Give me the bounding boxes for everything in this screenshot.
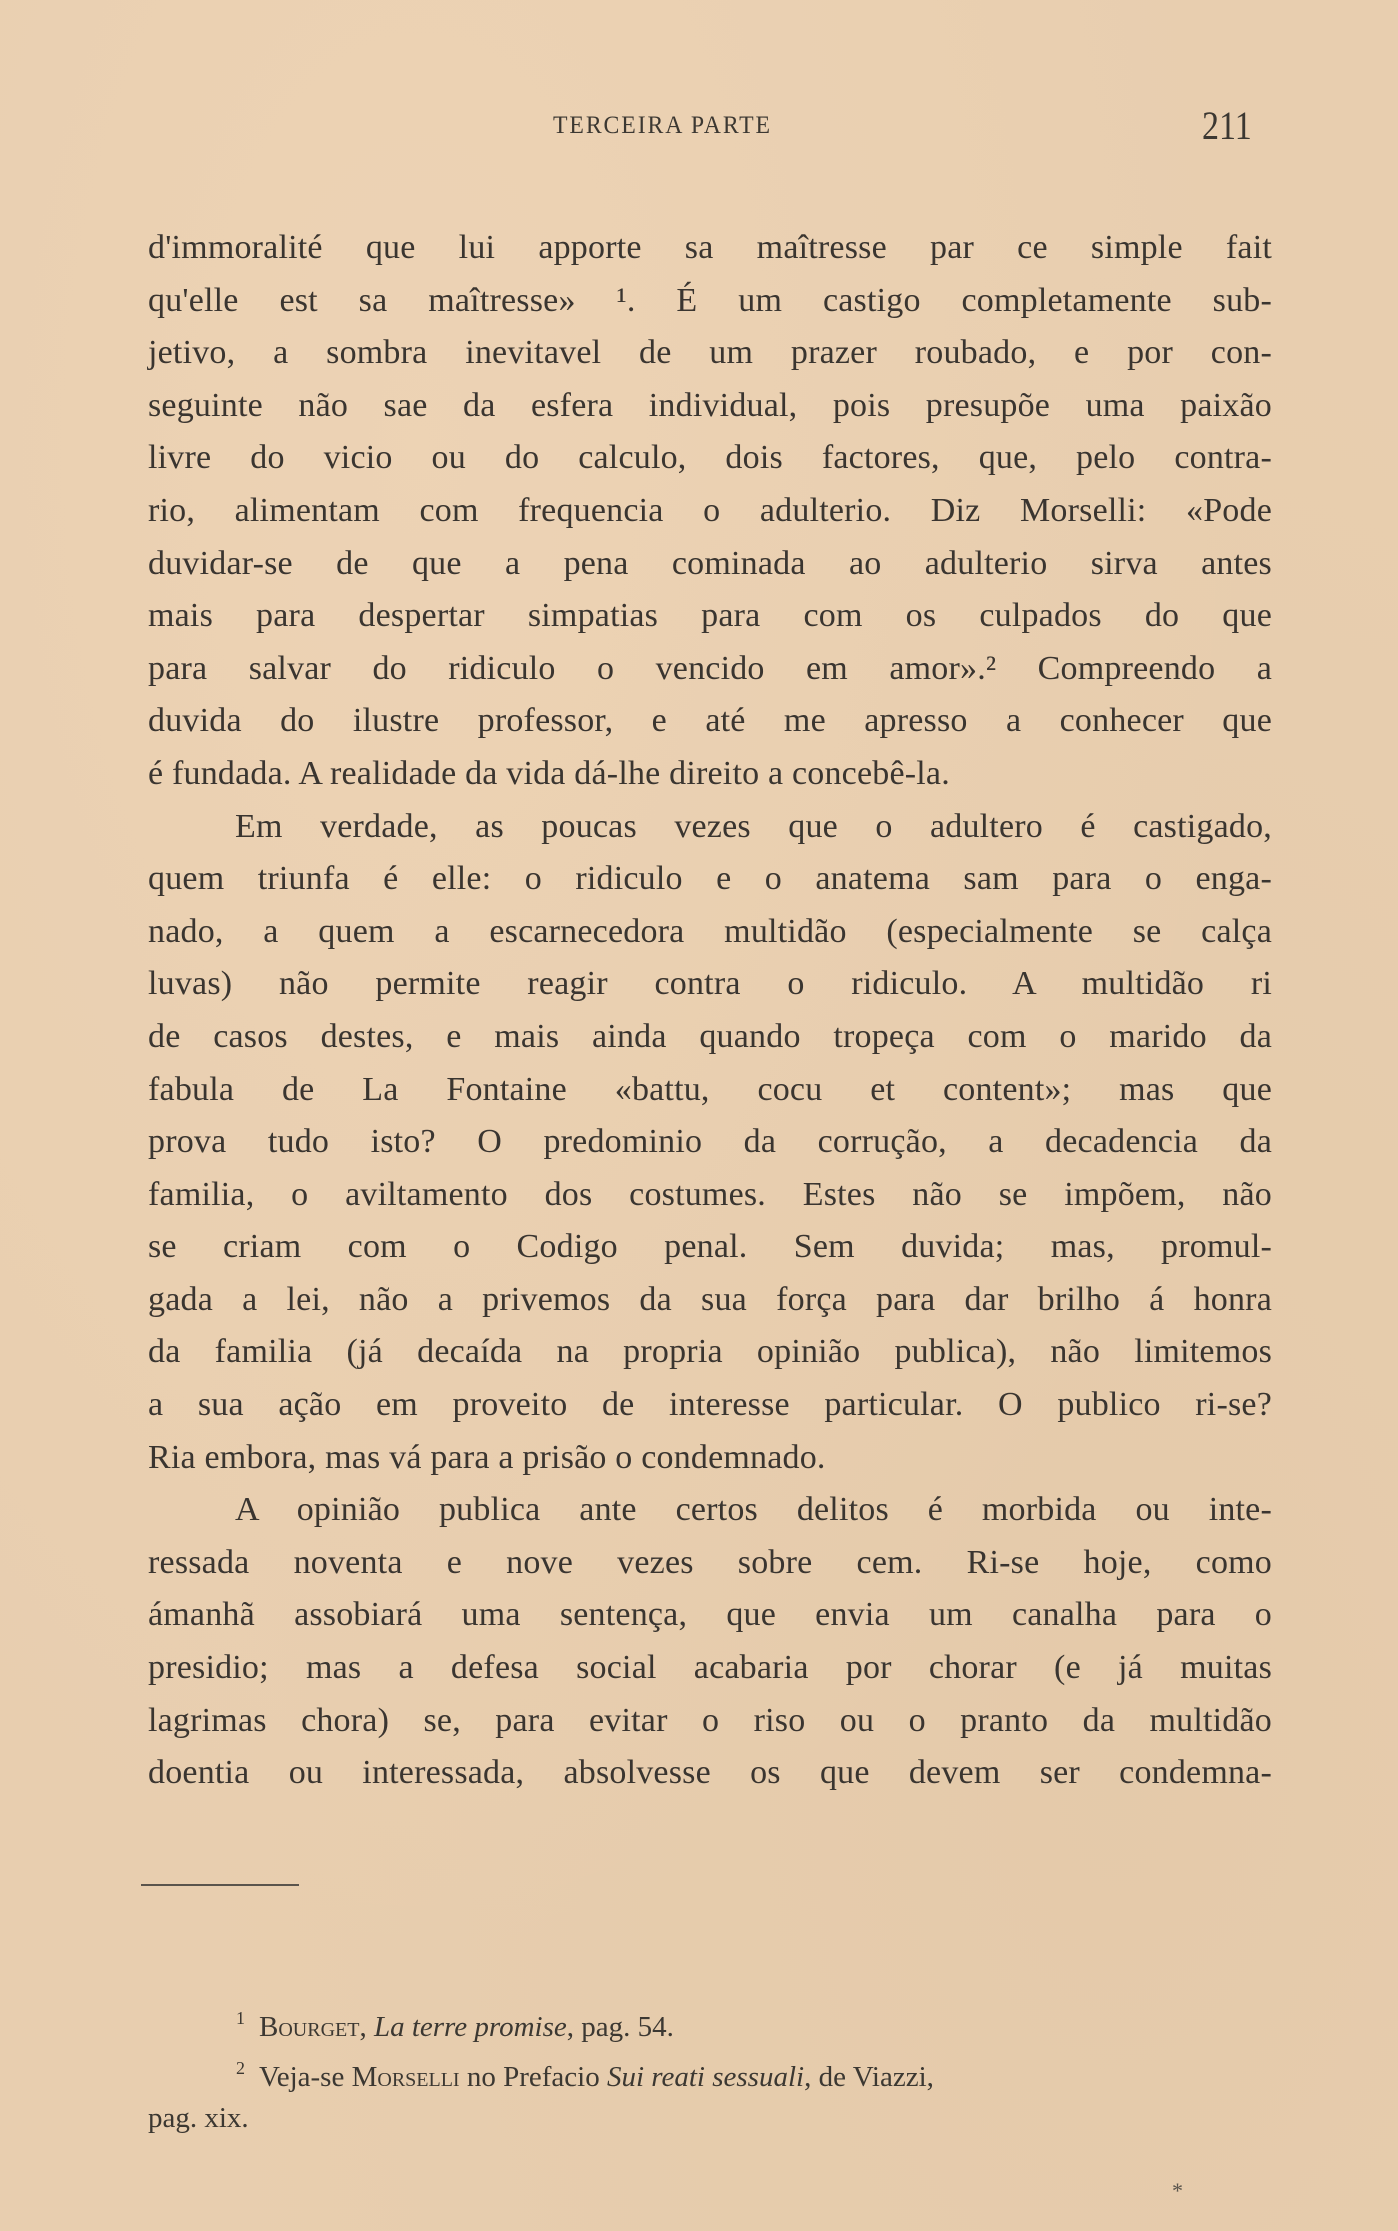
text-line: é fundada. A realidade da vida dá-lhe direito a concebê-la.	[148, 754, 950, 792]
running-title: TERCEIRA PARTE	[553, 112, 772, 139]
footnote-title: La terre promise	[373, 2011, 567, 2043]
text-line: para salvar do ridiculo o vencido em amor».² Compreendo a	[148, 649, 1272, 687]
footnote-author: Bourget	[259, 2011, 360, 2043]
footnote-author: Morselli	[351, 2061, 460, 2093]
footnote-2	[148, 2043, 1272, 2093]
text-line: mais para despertar simpatias para com os culpados do que	[148, 597, 1272, 635]
text-line: Ria embora, mas vá para a prisão o condemnado.	[148, 1438, 826, 1476]
footnote-number: 2	[236, 2058, 245, 2078]
text-line: da familia (já decaída na propria opinião publica), não limitemos	[148, 1333, 1272, 1371]
text-line: qu'elle est sa maîtresse» ¹. É um castigo completamente sub-	[148, 281, 1272, 319]
page-number: 211	[1202, 103, 1252, 148]
text-line: se criam com o Codigo penal. Sem duvida; mas, promul-	[148, 1228, 1272, 1266]
footnote-text: Veja-se	[259, 2061, 352, 2093]
text-line: gada a lei, não a privemos da sua força para dar brilho á honra	[148, 1280, 1272, 1318]
text-line: seguinte não sae da esfera individual, pois presupõe uma paixão	[148, 386, 1272, 424]
text-line: duvidar-se de que a pena cominada ao adulterio sirva antes	[148, 544, 1272, 582]
text-line: duvida do ilustre professor, e até me apresso a conhecer que	[148, 702, 1272, 740]
text-line: nado, a quem a escarnecedora multidão (especialmente se calça	[148, 912, 1272, 950]
paragraph-start-line: A opinião publica ante certos delitos é morbida ou inte-	[235, 1491, 1272, 1529]
text-line: fabula de La Fontaine «battu, cocu et content»; mas que	[148, 1070, 1272, 1108]
footnote-rule	[141, 1884, 299, 1886]
text-line: de casos destes, e mais ainda quando tropeça com o marido da	[148, 1017, 1272, 1055]
text-line: familia, o aviltamento dos costumes. Estes não se impõem, não	[148, 1175, 1272, 1213]
text-line: a sua ação em proveito de interesse particular. O publico ri-se?	[148, 1386, 1272, 1424]
text-line: quem triunfa é elle: o ridiculo e o anatema sam para o enga-	[148, 860, 1272, 898]
text-line: prova tudo isto? O predominio da corrução, a decadencia da	[148, 1123, 1272, 1161]
footnotes	[148, 1993, 1272, 2143]
footnote-text: , de Viazzi,	[804, 2061, 934, 2093]
text-line: ressada noventa e nove vezes sobre cem. Ri-se hoje, como	[148, 1543, 1272, 1581]
signature-mark: *	[1172, 2178, 1183, 2203]
footnote-2-continuation: pag. xix.	[148, 2102, 249, 2134]
paragraph-start-line: Em verdade, as poucas vezes que o adultero é castigado,	[235, 807, 1272, 845]
text-line: presidio; mas a defesa social acabaria por chorar (e já muitas	[148, 1649, 1272, 1687]
footnote-1	[148, 1993, 1272, 2043]
text-line: doentia ou interessada, absolvesse os que devem ser condemna-	[148, 1754, 1272, 1792]
body-text	[148, 222, 1272, 1800]
text-line: ámanhã assobiará uma sentença, que envia um canalha para o	[148, 1596, 1272, 1634]
footnote-number: 1	[236, 2008, 245, 2028]
text-line: rio, alimentam com frequencia o adulterio. Diz Morselli: «Pode	[148, 491, 1272, 529]
footnote-title: Sui reati sessuali	[606, 2061, 805, 2093]
running-head	[0, 104, 1398, 154]
footnote-text: no Prefacio	[459, 2061, 607, 2093]
footnote-text: , pag. 54.	[566, 2011, 674, 2043]
footnote-text: ,	[359, 2011, 374, 2043]
text-line: livre do vicio ou do calculo, dois factores, que, pelo contra-	[148, 439, 1272, 477]
text-line: luvas) não permite reagir contra o ridiculo. A multidão ri	[148, 965, 1272, 1003]
text-line: jetivo, a sombra inevitavel de um prazer roubado, e por con-	[148, 334, 1272, 372]
text-line: lagrimas chora) se, para evitar o riso ou o pranto da multidão	[148, 1701, 1272, 1739]
text-line: d'immoralité que lui apporte sa maîtresse par ce simple fait	[148, 229, 1272, 266]
